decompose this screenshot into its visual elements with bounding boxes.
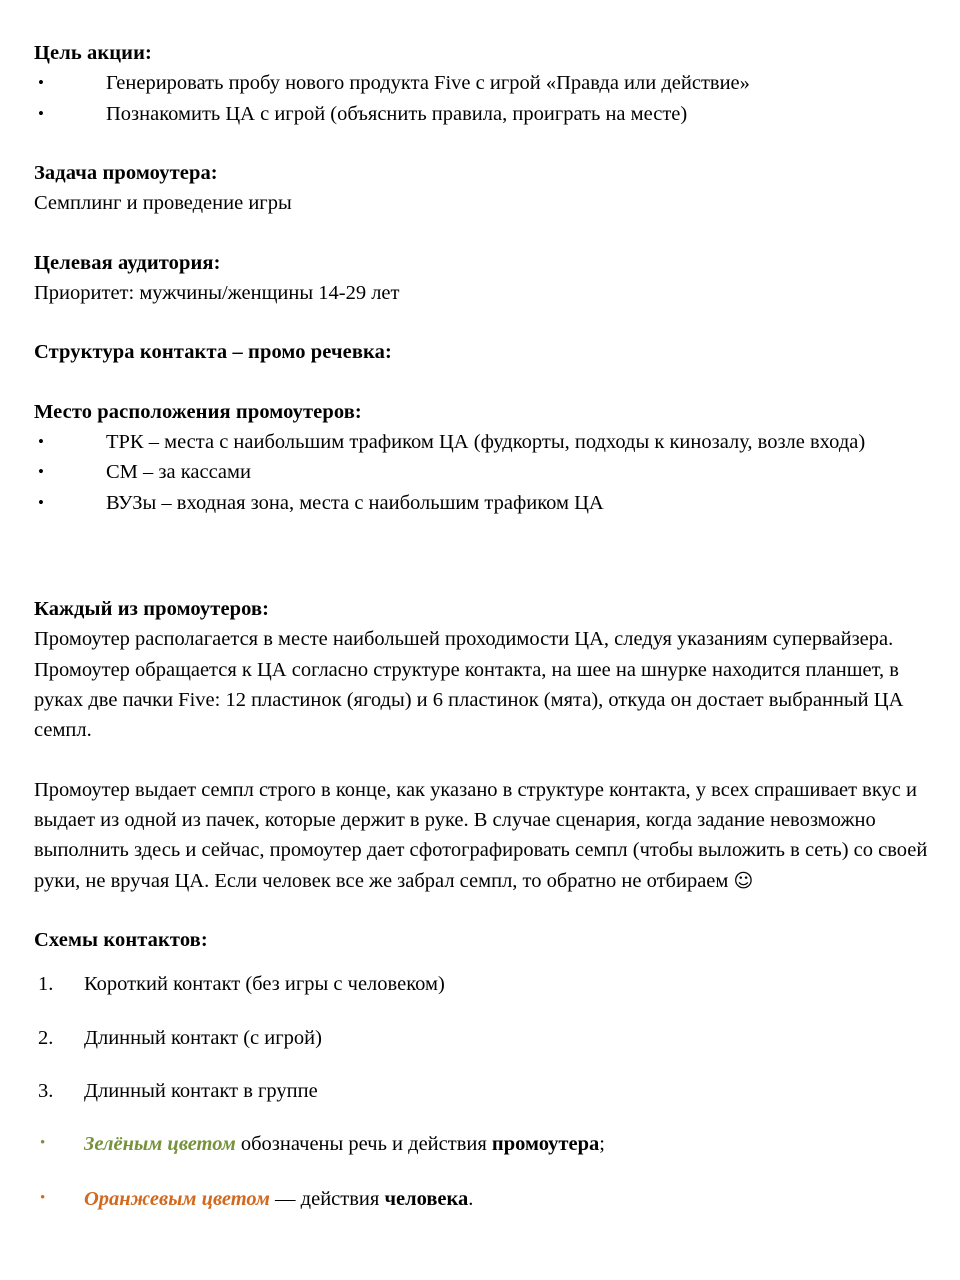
sample-rules-paragraph xyxy=(34,775,932,896)
section-spacer xyxy=(34,219,932,248)
legend-middle-text: — действия xyxy=(269,1187,385,1210)
list-item-label: Генерировать пробу нового продукта Five с игрой «Правда или действие» xyxy=(106,72,750,95)
list-item-label: Длинный контакт (с игрой) xyxy=(84,1026,322,1049)
target-audience-body: Приоритет: мужчины/женщины 14-29 лет xyxy=(34,281,400,304)
promoter-location-bullet-list xyxy=(34,427,932,518)
section-spacer xyxy=(34,896,932,925)
legend-emphasis-green: Зелёным цветом xyxy=(84,1133,236,1156)
list-item xyxy=(34,99,932,129)
legend-middle-text: обозначены речь и действия xyxy=(235,1133,492,1156)
section-heading-promoter-task: Задача промоутера: xyxy=(34,161,218,184)
list-item-label: ТРК – места с наибольшим трафиком ЦА (фудкорты, подходы к кинозалу, возле входа) xyxy=(106,430,866,453)
legend-strong-text: промоутера xyxy=(491,1133,600,1156)
list-item xyxy=(34,1023,932,1053)
section-heading-each-promoter: Каждый из промоутеров: xyxy=(34,597,270,620)
legend-tail-text: . xyxy=(468,1187,474,1210)
list-item xyxy=(34,969,932,999)
list-item xyxy=(34,68,932,98)
section-spacer xyxy=(34,368,932,397)
legend-tail-text: ; xyxy=(599,1133,605,1156)
section-spacer xyxy=(34,129,932,158)
section-heading-goal: Цель акции: xyxy=(34,42,152,64)
section-spacer xyxy=(34,955,932,969)
list-item-label: СМ – за кассами xyxy=(106,461,251,484)
bullet-icon: • xyxy=(38,492,44,512)
promoter-task-body: Семплинг и проведение игры xyxy=(34,192,292,215)
list-item-number: 1. xyxy=(38,973,54,996)
list-item-label: ВУЗы – входная зона, места с наибольшим трафиком ЦА xyxy=(106,491,604,514)
list-item xyxy=(34,427,932,457)
bullet-icon: • xyxy=(40,1189,46,1206)
bullet-icon: • xyxy=(38,431,44,451)
list-item-label: Короткий контакт (без игры с человеком) xyxy=(84,973,445,996)
smiley-icon: ☺ xyxy=(733,869,754,892)
contact-schemes-numbered-list xyxy=(34,969,932,1106)
list-item xyxy=(34,457,932,487)
bullet-icon: • xyxy=(38,103,44,123)
bullet-icon: • xyxy=(38,73,44,93)
each-promoter-paragraph-1: Промоутер располагается в месте наибольшей проходимости ЦА, следуя указаниям супервайзера. xyxy=(34,628,894,651)
legend-emphasis-orange: Оранжевым цветом xyxy=(84,1187,270,1210)
list-item-number: 2. xyxy=(38,1026,54,1049)
bullet-icon: • xyxy=(40,1135,46,1152)
each-promoter-paragraph-2: Промоутер обращается к ЦА согласно структуре контакта, на шее на шнурке находится планшет, в руках две пачки Five: 12 пластинок (ягоды) и 6 пластинок (мята), откуда он достает выбранный ЦА семпл. xyxy=(34,658,904,742)
legend-strong-text: человека xyxy=(384,1187,469,1210)
section-heading-target-audience: Целевая аудитория: xyxy=(34,251,221,274)
section-heading-contact-structure: Структура контакта – промо речевка: xyxy=(34,341,392,364)
color-legend-list xyxy=(34,1129,932,1214)
list-item-label: Длинный контакт в группе xyxy=(84,1079,318,1102)
list-item xyxy=(34,1076,932,1106)
bullet-icon: • xyxy=(38,462,44,482)
section-heading-promoter-location: Место расположения промоутеров: xyxy=(34,400,362,423)
list-item-number: 3. xyxy=(38,1079,54,1102)
legend-item-green xyxy=(34,1129,932,1159)
section-heading-contact-schemes: Схемы контактов: xyxy=(34,928,208,951)
sample-rules-text: Промоутер выдает семпл строго в конце, как указано в структуре контакта, у всех спрашивает вкус и выдает из одной из пачек, которые держит в руке. В случае сценария, когда задание невозможно выполнить здесь и сейчас, промоутер дает сфотографировать семпл (чтобы выложить в сеть) со своей руки, не вручая ЦА. Если человек все же забрал семпл, то обратно не отбираем xyxy=(34,778,928,892)
legend-item-orange xyxy=(34,1184,932,1214)
section-spacer xyxy=(34,308,932,337)
document-body xyxy=(34,38,932,1214)
list-item xyxy=(34,488,932,518)
goal-bullet-list xyxy=(34,68,932,129)
section-spacer xyxy=(34,518,932,594)
list-item-label: Познакомить ЦА с игрой (объяснить правила, проиграть на месте) xyxy=(106,102,688,125)
section-spacer xyxy=(34,746,932,775)
